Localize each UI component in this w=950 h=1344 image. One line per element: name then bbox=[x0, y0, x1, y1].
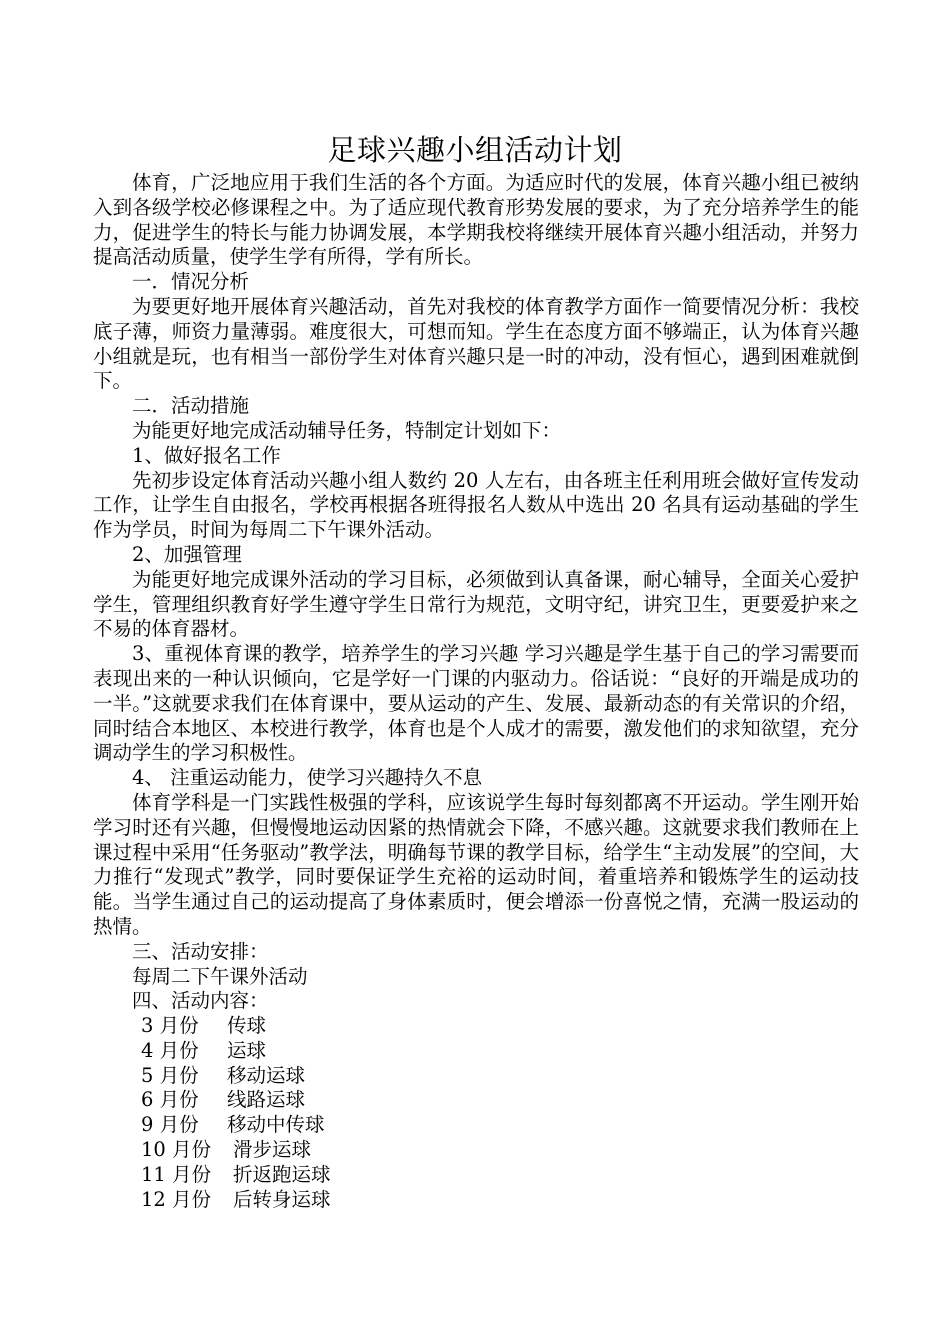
schedule-month: 3 月份 bbox=[141, 1014, 199, 1038]
schedule-month: 12 月份 bbox=[141, 1187, 212, 1211]
item-3-paragraph: 3、重视体育课的教学，培养学生的学习兴趣 学习兴趣是学生基于自己的学习需要而表现出来的一种认识倾向，它是学好一门课的内驱动力。俗话说：“良好的开端是成功的一半。”这就要求我们在体育课中，要从运动的产生、发展、最新动态的有关常识的介绍，同时结合本地区、本校进行教学，体育也是个人成才的需要，激发他们的求知欲望，充分调动学生的学习积极性。 bbox=[93, 642, 859, 765]
schedule-content: 移动中传球 bbox=[227, 1113, 325, 1137]
section-1-paragraph: 为要更好地开展体育兴趣活动，首先对我校的体育教学方面作一简要情况分析：我校底子薄，师资力量薄弱。难度很大，可想而知。学生在态度方面不够端正，认为体育兴趣小组就是玩，也有相当一部份学生对体育兴趣只是一时的冲动，没有恒心，遇到困难就倒下。 bbox=[93, 294, 859, 393]
section-3-heading: 三、活动安排： bbox=[132, 939, 269, 963]
schedule-row bbox=[93, 1188, 859, 1213]
item-1-paragraph: 先初步设定体育活动兴趣小组人数约 20 人左右，由各班主任利用班会做好宣传发动工作，让学生自由报名，学校再根据各班得报名人数从中选出 20 名具有运动基础的学生作为学员，时间为每周二下午课外活动。 bbox=[93, 468, 859, 542]
schedule-content: 传球 bbox=[227, 1014, 267, 1038]
item-1-heading: 1、做好报名工作 bbox=[132, 443, 281, 467]
section-1-heading: 一．情况分析 bbox=[132, 270, 250, 294]
item-2-heading: 2、加强管理 bbox=[132, 542, 242, 566]
schedule-row bbox=[93, 1163, 859, 1188]
schedule-month: 6 月份 bbox=[141, 1088, 199, 1112]
intro-paragraph: 体育，广泛地应用于我们生活的各个方面。为适应时代的发展，体育兴趣小组已被纳入到各级学校必修课程之中。为了适应现代教育形势发展的要求，为了充分培养学生的能力，促进学生的特长与能力协调发展，本学期我校将继续开展体育兴趣小组活动，并努力提高活动质量，使学生学有所得，学有所长。 bbox=[93, 171, 859, 269]
schedule-row bbox=[93, 1039, 859, 1064]
schedule-content: 线路运球 bbox=[227, 1088, 306, 1112]
item-4-paragraph: 体育学科是一门实践性极强的学科，应该说学生每时每刻都离不开运动。学生刚开始学习时还有兴趣，但慢慢地运动因紧的热情就会下降，不感兴趣。这就要求我们教师在上课过程中采用“任务驱动”教学法，明确每节课的教学目标，给学生“主动发展”的空间，大力推行“发现式”教学，同时要保证学生充裕的运动时间，着重培养和锻炼学生的运动技能。当学生通过自己的运动提高了身体素质时，便会增添一份喜悦之情，充满一股运动的热情。 bbox=[93, 790, 859, 938]
schedule-month: 9 月份 bbox=[141, 1113, 199, 1137]
schedule-row bbox=[93, 1014, 859, 1039]
document-title: 足球兴趣小组活动计划 bbox=[327, 133, 623, 167]
schedule-content: 折返跑运球 bbox=[233, 1162, 331, 1186]
schedule-month: 11 月份 bbox=[141, 1162, 212, 1186]
section-2-heading: 二．活动措施 bbox=[132, 394, 250, 418]
schedule-row bbox=[93, 1138, 859, 1163]
schedule-month: 10 月份 bbox=[141, 1138, 212, 1162]
section-3-text: 每周二下午课外活动 bbox=[132, 964, 308, 988]
section-4-heading: 四、活动内容： bbox=[132, 989, 269, 1013]
schedule-row bbox=[93, 1064, 859, 1089]
item-4-heading: 4、 注重运动能力，使学习兴趣持久不息 bbox=[132, 766, 483, 790]
schedule-month: 4 月份 bbox=[141, 1038, 199, 1062]
schedule-row bbox=[93, 1113, 859, 1138]
schedule-content: 移动运球 bbox=[227, 1063, 306, 1087]
section-2-lead: 为能更好地完成活动辅导任务，特制定计划如下： bbox=[132, 418, 562, 442]
schedule-content: 后转身运球 bbox=[233, 1187, 331, 1211]
schedule-content: 运球 bbox=[227, 1038, 267, 1062]
schedule-row bbox=[93, 1088, 859, 1113]
schedule-content: 滑步运球 bbox=[233, 1138, 312, 1162]
item-2-paragraph: 为能更好地完成课外活动的学习目标，必须做到认真备课，耐心辅导，全面关心爱护学生，管理组织教育好学生遵守学生日常行为规范，文明守纪，讲究卫生，更要爱护来之不易的体育器材。 bbox=[93, 567, 859, 641]
schedule-list bbox=[93, 1014, 859, 1212]
schedule-month: 5 月份 bbox=[141, 1063, 199, 1087]
document-body bbox=[93, 171, 859, 1212]
